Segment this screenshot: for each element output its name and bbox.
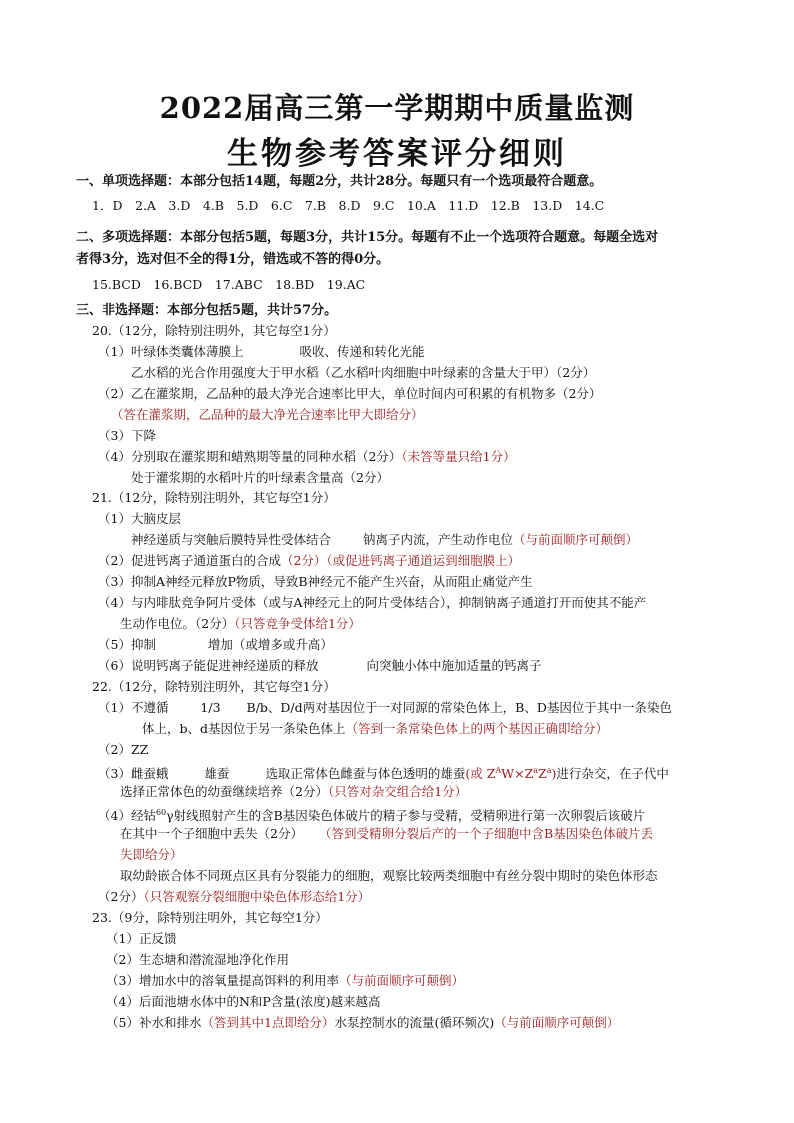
q21-answer-4: （4）与内啡肽竞争阿片受体（或与A神经元上的阿片受体结合），抑制钠离子通道打开而使其不能产 — [98, 595, 647, 610]
q21-2-note: （或促进钙离子通道运到细胞膜上） — [326, 553, 521, 568]
q22-answer-1-d — [142, 721, 608, 737]
q23-answer-1: （1）正反馈 — [106, 931, 177, 946]
q21-answer-1-b — [131, 532, 638, 548]
section-1-heading: 一、单项选择题：本部分包括14题，每题2分，共计28分。每题只有一个选项最符合题意。 — [76, 174, 603, 189]
q20-answer-2: （2）乙在灌浆期，乙品种的最大净光合速率比甲大，单位时间内可积累的有机物多（2分） — [98, 386, 602, 401]
q21-answer-6 — [98, 658, 541, 674]
q21-answer-4-b — [120, 616, 361, 632]
q20-answer-3: （3）下降 — [98, 428, 156, 443]
q22-1-part-b: 1/3 — [200, 700, 221, 715]
q23-answer-4: （4）后面池塘水体中的N和P含量(浓度)越来越高 — [106, 994, 381, 1009]
q22-3-genotype-z1: (或 Z — [465, 766, 496, 781]
q22-3-note-2: （只答对杂交组合给1分） — [327, 784, 468, 799]
q23-5-note-2: （与前面顺序可颠倒） — [494, 1015, 620, 1030]
q22-3-part-d: 进行杂交，在子代中 — [556, 766, 669, 781]
q22-1-note: （答到一条常染色体上的两个基因正确即给分） — [345, 721, 609, 736]
q22-answer-3-e — [120, 784, 467, 800]
q22-header: 22.（12分，除特别注明外，其它每空1分） — [92, 679, 336, 694]
q22-answer-3 — [98, 763, 669, 782]
q21-2-text: （2）促进钙离子通道蛋白的合成 — [98, 553, 281, 568]
q23-3-text: （3）增加水中的溶氧量提高饵料的利用率 — [106, 973, 339, 988]
q21-answer-2 — [98, 553, 520, 569]
q22-answer-4 — [98, 805, 645, 824]
q20-1-part-b: 吸收、传递和转化光能 — [299, 344, 425, 359]
q23-5-text: （5）补水和排水 — [106, 1015, 202, 1030]
q22-3-part-b: 雄蚕 — [204, 766, 230, 781]
section-2-heading-line1: 二、多项选择题：本部分包括5题，每题3分，共计15分。每题有不止一个选项符合题意。每题全选对 — [76, 230, 659, 245]
q22-answer-2: （2）ZZ — [98, 742, 149, 757]
q20-1-part-a: （1）叶绿体类囊体薄膜上 — [98, 344, 244, 359]
q20-answer-2-note: （答在灌浆期，乙品种的最大净光合速率比甲大即给分） — [111, 407, 424, 422]
q22-3-genotype-w: W×Z — [501, 766, 534, 781]
q22-3-sup-1: A — [495, 766, 502, 775]
q22-4-part-e: （2分） — [98, 889, 144, 904]
q22-3-part-a: （3）雌蚕蛾 — [98, 766, 169, 781]
q23-answer-2: （2）生态塘和潜流湿地净化作用 — [106, 952, 289, 967]
q20-answer-1 — [98, 344, 424, 360]
q20-4-text: （4）分别取在灌浆期和蜡熟期等量的同种水稻（2分） — [98, 449, 402, 464]
q22-answer-4-d: 取幼龄嵌合体不同斑点区具有分裂能力的细胞，观察比较两类细胞中有丝分裂中期时的染色体形态 — [120, 868, 658, 883]
q22-1-part-a: （1）不遵循 — [98, 700, 169, 715]
q22-4-part-a: （4）经钴 — [98, 808, 156, 823]
q22-4-part-c: 在其中一个子细胞中丢失（2分） — [120, 826, 303, 841]
q22-3-genotype-note — [465, 766, 556, 781]
q22-1-part-c: B/b、D/d两对基因位于一对同源的常染色体上，B、D基因位于其中一条染色 — [246, 700, 672, 715]
q22-1-part-d: 体上，b、d基因位于另一条染色体上 — [142, 721, 346, 736]
section-2-answers: 15.BCD 16.BCD 17.ABC 18.BD 19.AC — [92, 277, 366, 292]
q21-5-part-b: 增加（或增多或升高） — [207, 637, 333, 652]
q21-1-part-c: 钠离子内流，产生动作电位 — [362, 532, 513, 547]
q21-6-part-b: 向突触小体中施加适量的钙离子 — [366, 658, 542, 673]
q20-answer-4 — [98, 449, 516, 465]
q22-4-note-3: （只答观察分裂细胞中染色体形态给1分） — [143, 889, 371, 904]
q23-5-text-b: 水泵控制水的流量(循环频次) — [334, 1015, 495, 1030]
q21-6-part-a: （6）说明钙离子能促进神经递质的释放 — [98, 658, 319, 673]
q21-answer-5 — [98, 637, 333, 653]
q22-answer-4-c — [120, 826, 653, 842]
q22-3-part-e: 选择正常体色的幼蚕继续培养（2分） — [120, 784, 328, 799]
q21-1-note: （与前面顺序可颠倒） — [513, 532, 639, 547]
q22-3-genotype-close: ) — [551, 766, 557, 781]
q23-header: 23.（9分，除特别注明外，其它每空1分） — [92, 910, 328, 925]
q20-answer-4-b: 处于灌浆期的水稻叶片的叶绿素含量高（2分） — [131, 470, 389, 485]
q23-answer-5 — [106, 1015, 619, 1031]
q21-header: 21.（12分，除特别注明外，其它每空1分） — [92, 490, 336, 505]
q22-3-genotype-z2: Z — [538, 766, 547, 781]
section-3-heading: 三、非选择题：本部分包括5题，共计57分。 — [76, 303, 338, 318]
q21-4-note: （只答竞争受体给1分） — [234, 616, 361, 631]
q22-4-part-b: γ射线照射产生的含B基因染色体破片的精子参与受精，受精卵进行第一次卵裂后该破片 — [166, 808, 646, 823]
page-title: 2022届高三第一学期期中质量监测 — [159, 91, 635, 125]
q20-4-note: （未答等量只给1分） — [401, 449, 516, 464]
q22-4-note: （答到受精卵分裂后产的一个子细胞中含B基因染色体破片丢 — [318, 826, 654, 841]
q20-answer-1-c: 乙水稻的光合作用强度大于甲水稻（乙水稻叶肉细胞中叶绿素的含量大于甲）（2分） — [131, 365, 596, 380]
q23-3-note: （与前面顺序可颠倒） — [338, 973, 464, 988]
q22-answer-4-note-2: 失即给分） — [120, 847, 183, 862]
q21-1-part-b: 神经递质与突触后膜特异性受体结合 — [131, 532, 332, 547]
q20-header: 20.（12分，除特别注明外，其它每空1分） — [92, 323, 336, 338]
q22-4-sup: 60 — [155, 808, 167, 817]
q23-answer-3 — [106, 973, 464, 989]
q21-4-text-b: 生动作电位。（2分） — [120, 616, 235, 631]
q22-3-sup-2: a — [533, 766, 539, 775]
q22-answer-4-e — [98, 889, 370, 905]
q21-5-part-a: （5）抑制 — [98, 637, 156, 652]
q22-3-part-c: 选取正常体色雌蚕与体色透明的雄蚕 — [265, 766, 466, 781]
q22-3-sup-3: a — [546, 766, 552, 775]
q21-2-score: （2分） — [280, 553, 327, 568]
q22-answer-1 — [98, 700, 672, 716]
page-subtitle: 生物参考答案评分细则 — [227, 136, 567, 172]
section-1-answers: 1．D 2.A 3.D 4.B 5.D 6.C 7.B 8.D 9.C 10.A 11.D 12.B 13.D 14.C — [92, 198, 605, 213]
q23-5-note: （答到其中1点即给分） — [201, 1015, 335, 1030]
section-2-heading-line2: 者得3分，选对但不全的得1分，错选或不答的得0分。 — [76, 252, 390, 267]
q21-answer-1: （1）大脑皮层 — [98, 511, 181, 526]
q21-answer-3: （3）抑制A神经元释放P物质，导致B神经元不能产生兴奋，从而阻止痛觉产生 — [98, 574, 533, 589]
